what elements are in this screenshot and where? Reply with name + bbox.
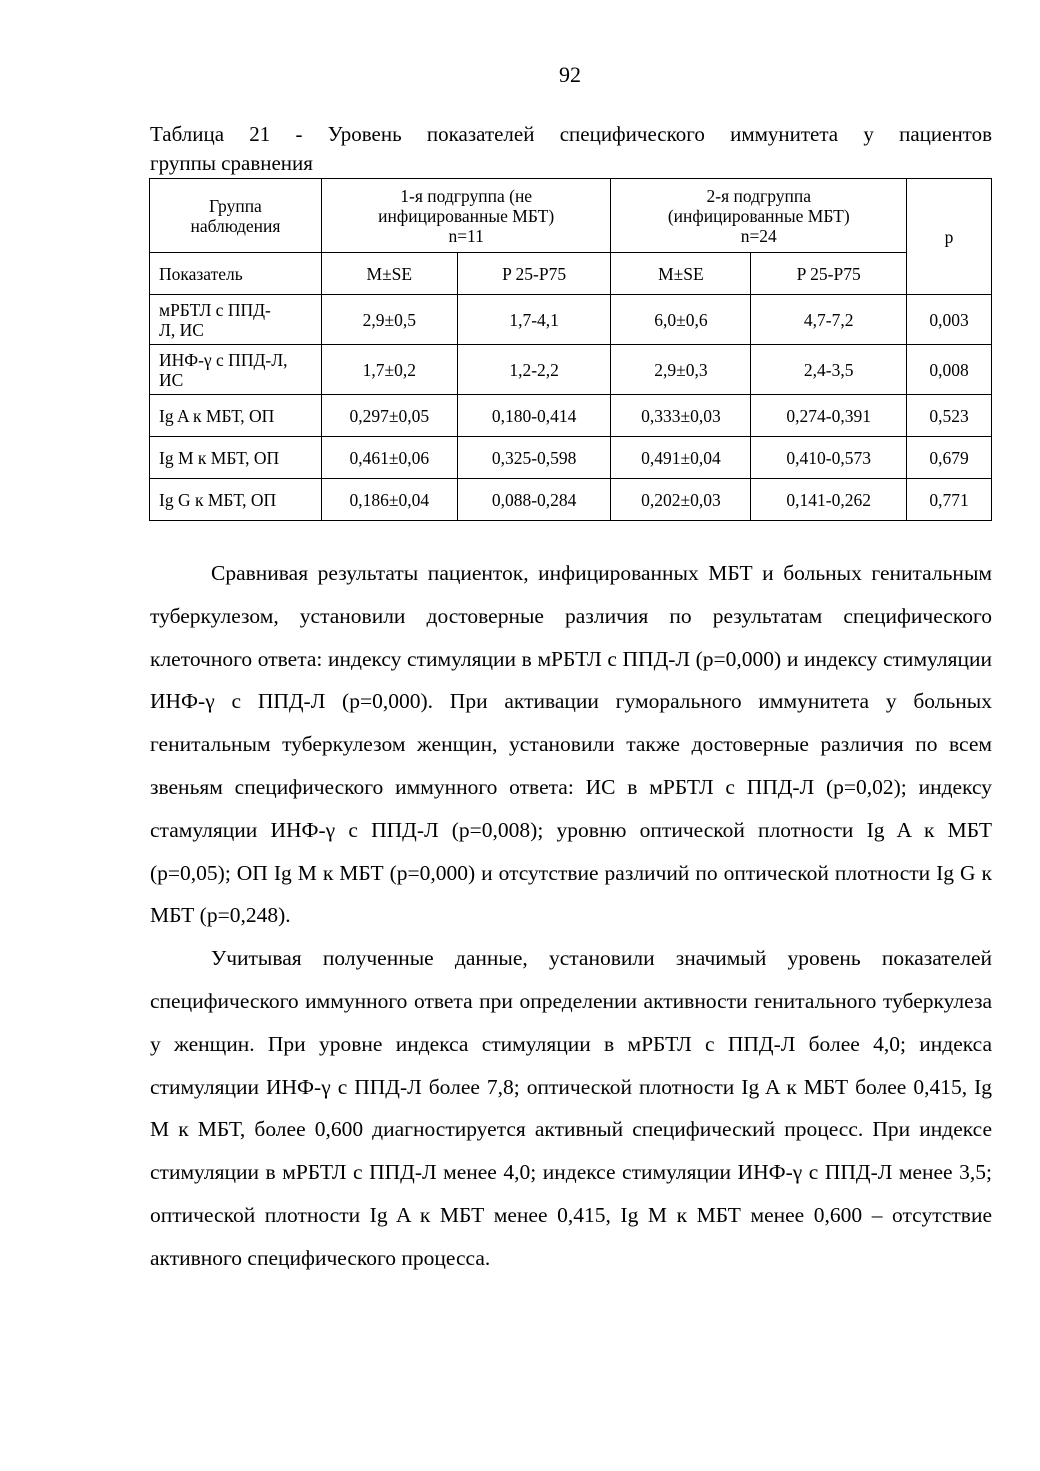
p-cell: 0,003	[907, 295, 992, 345]
table-header-row	[150, 179, 992, 253]
range2-header-cell: P 25-P75	[751, 253, 907, 295]
range2-cell: 0,410-0,573	[751, 437, 907, 479]
caption-line-1: Таблица 21 - Уровень показателей специфического иммунитета у пациентов	[150, 122, 992, 146]
row-label	[150, 295, 322, 345]
p-header-cell: p	[907, 179, 992, 295]
mse2-cell: 0,202±0,03	[611, 479, 751, 521]
subgroup2-line-3: n=24	[740, 225, 777, 246]
subgroup2-line-1: 2-я подгруппа	[706, 185, 811, 206]
row-label: Ig M к МБТ, ОП	[150, 437, 322, 479]
mse2-cell: 2,9±0,3	[611, 345, 751, 395]
row-label: Ig A к МБТ, ОП	[150, 395, 322, 437]
range1-cell: 0,325-0,598	[457, 437, 611, 479]
subgroup1-line-3: n=11	[448, 225, 484, 246]
mse2-cell: 0,491±0,04	[611, 437, 751, 479]
paragraph: Учитывая полученные данные, установили значимый уровень показателей специфического иммунного ответа при определении активности генитального туберкулеза у женщин. При уровне индекса стимуляции в мРБТЛ с ППД-Л более 4,0; индекса стимуляции ИНФ-γ с ППД-Л более 7,8; оптической плотности Ig A к МБТ более 0,415, Ig M к МБТ, более 0,600 диагностируется активный специфический процесс. При индексе стимуляции в мРБТЛ с ППД-Л менее 4,0; индексе стимуляции ИНФ-γ с ППД-Л менее 3,5; оптической плотности Ig A к МБТ менее 0,415, Ig M к МБТ менее 0,600 – отсутствие активного специфического процесса.	[150, 946, 992, 1270]
mse1-cell: 0,297±0,05	[321, 395, 457, 437]
group-header-cell: Группа наблюдения	[150, 179, 322, 253]
row-label-line-2: ИС	[159, 369, 184, 390]
table-row	[150, 479, 992, 521]
mse1-cell: 0,186±0,04	[321, 479, 457, 521]
row-label-line-1: мРБТЛ с ППД-	[159, 299, 271, 320]
subgroup2-line-2: (инфицированные МБТ)	[667, 205, 850, 226]
range1-header-cell: P 25-P75	[457, 253, 611, 295]
mse1-cell: 2,9±0,5	[321, 295, 457, 345]
mse2-cell: 0,333±0,03	[611, 395, 751, 437]
table-caption	[150, 120, 992, 178]
range1-cell: 1,2-2,2	[457, 345, 611, 395]
p-cell: 0,771	[907, 479, 992, 521]
subgroup1-header-cell	[321, 179, 611, 253]
range2-cell: 0,141-0,262	[751, 479, 907, 521]
range1-cell: 0,180-0,414	[457, 395, 611, 437]
table-row	[150, 437, 992, 479]
range2-cell: 2,4-3,5	[751, 345, 907, 395]
table-row	[150, 395, 992, 437]
row-label	[150, 345, 322, 395]
page-number: 92	[559, 62, 581, 87]
paragraph: Сравнивая результаты пациенток, инфицированных МБТ и больных генитальным туберкулезом, установили достоверные различия по результатам специфического клеточного ответа: индексу стимуляции в мРБТЛ с ППД-Л (p=0,000) и индексу стимуляции ИНФ-γ с ППД-Л (p=0,000). При активации гуморального иммунитета у больных генитальным туберкулезом женщин, установили также достоверные различия по всем звеньям специфического иммунного ответа: ИС в мРБТЛ с ППД-Л (p=0,02); индексу стамуляции ИНФ-γ с ППД-Л (p=0,008); уровню оптической плотности Ig A к МБТ (p=0,05); ОП Ig M к МБТ (p=0,000) и отсутствие различий по оптической плотности Ig G к МБТ (p=0,248).	[150, 561, 992, 928]
caption-line-2: группы сравнения	[150, 151, 313, 175]
subgroup1-line-2: инфицированные МБТ)	[378, 205, 555, 226]
row-label-line-2: Л, ИС	[159, 319, 204, 340]
range2-cell: 4,7-7,2	[751, 295, 907, 345]
p-cell: 0,523	[907, 395, 992, 437]
range2-cell: 0,274-0,391	[751, 395, 907, 437]
mse1-header-cell: M±SE	[321, 253, 457, 295]
table-row	[150, 295, 992, 345]
mse1-cell: 1,7±0,2	[321, 345, 457, 395]
mse1-cell: 0,461±0,06	[321, 437, 457, 479]
row-label-line-1: ИНФ-γ с ППД-Л,	[159, 349, 288, 370]
mse2-cell: 6,0±0,6	[611, 295, 751, 345]
table-row	[150, 345, 992, 395]
table-subheader-row	[150, 253, 992, 295]
row-label: Ig G к МБТ, ОП	[150, 479, 322, 521]
immunity-table	[149, 178, 992, 521]
p-cell: 0,679	[907, 437, 992, 479]
range1-cell: 0,088-0,284	[457, 479, 611, 521]
body-text	[150, 552, 992, 1280]
subgroup1-line-1: 1-я подгруппа (не	[400, 185, 533, 206]
indicator-header-cell: Показатель	[150, 253, 322, 295]
range1-cell: 1,7-4,1	[457, 295, 611, 345]
p-cell: 0,008	[907, 345, 992, 395]
subgroup2-header-cell	[611, 179, 907, 253]
mse2-header-cell: M±SE	[611, 253, 751, 295]
